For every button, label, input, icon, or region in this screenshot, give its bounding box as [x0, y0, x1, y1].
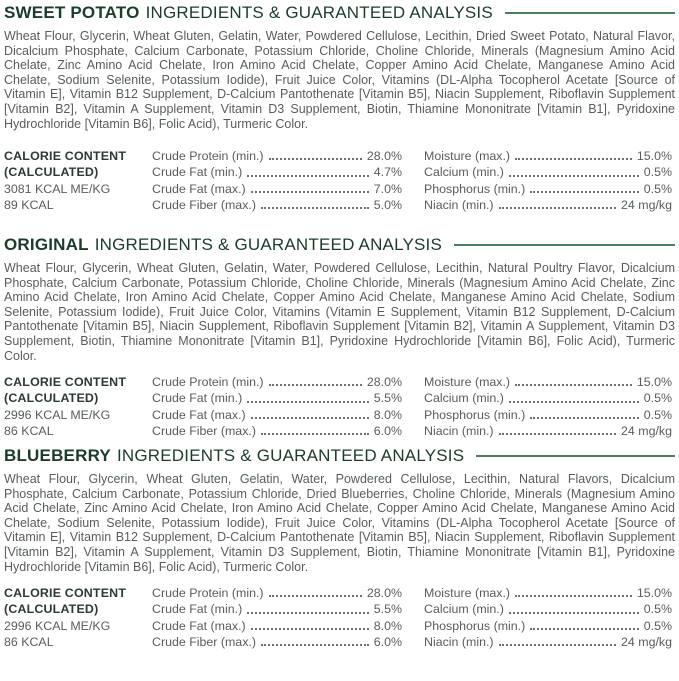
analysis-value: 0.5% [643, 618, 672, 633]
table-row [424, 407, 672, 423]
analysis-value: 4.7% [373, 165, 402, 180]
calorie-content-title: CALORIE CONTENT [4, 375, 127, 390]
analysis-label: Calcium (min.) [424, 602, 504, 617]
dotted-leader [264, 374, 367, 390]
analysis-value: 5.0% [373, 197, 402, 212]
analysis-value: 28.0% [366, 149, 402, 164]
table-row [152, 197, 402, 213]
header-rule [454, 244, 675, 246]
analysis-label: Crude Fat (max.) [152, 181, 246, 196]
calorie-me-kg: 2996 KCAL ME/KG [4, 407, 111, 422]
ingredients-paragraph: Wheat Flour, Glycerin, Wheat Gluten, Gelatin, Water, Powdered Cellulose, Lecithin, Natural Poultry Flavor, Dicalcium Phosphate, Calcium Carbonate, Potassium Chloride, Choline Chloride, Minerals (Magnesium Amino Acid Chelate, Zinc Amino Acid Chelate, Iron Amino Acid Chelate, Copper Amino Acid Chelate, Manganese Amino Acid Chelate, Sodium Selenite, Potassium Iodide), Fruit Juice Color, Vitamins (Vitamin E Supplement, Vitamin B12 Supplement, D-Calcium Pantothenate [Vitamin B5], Niacin Supplement, Riboflavin Supplement [Vitamin B2], Vitamin A Supplement, Vitamin D3 Supplement, Biotin, Thiamine Mononitrate [Vitamin B1], Pyridoxine Hydrochloride [Vitamin B6], Folic Acid), Turmeric Color. [4, 260, 675, 363]
dotted-leader [525, 181, 644, 197]
analysis-value: 5.5% [373, 391, 402, 406]
dotted-leader [494, 423, 621, 439]
analysis-label: Crude Fat (max.) [152, 618, 246, 633]
calorie-content-title: CALORIE CONTENT [4, 149, 127, 164]
dotted-leader [246, 407, 374, 423]
analysis-label: Crude Fat (min.) [152, 391, 243, 406]
analysis-value: 8.0% [373, 407, 402, 422]
calorie-content-subtitle: (CALCULATED) [4, 165, 99, 180]
table-row [152, 148, 402, 164]
calorie-content-block [4, 148, 148, 213]
analysis-value: 28.0% [366, 375, 402, 390]
analysis-label: Niacin (min.) [424, 634, 494, 649]
table-row [152, 585, 402, 601]
analysis-label: Crude Fiber (max.) [152, 423, 256, 438]
dotted-leader [264, 148, 367, 164]
dotted-leader [510, 148, 637, 164]
analysis-label: Crude Fiber (max.) [152, 634, 256, 649]
dotted-leader [264, 585, 367, 601]
section-header [4, 3, 675, 22]
dotted-leader [510, 374, 637, 390]
flavor-title: SWEET POTATO [4, 3, 140, 22]
dotted-leader [504, 390, 644, 406]
section-original [4, 235, 675, 439]
ingredients-paragraph: Wheat Flour, Glycerin, Wheat Gluten, Gelatin, Water, Powdered Cellulose, Lecithin, Dried Sweet Potato, Natural Flavor, Dicalcium Phosphate, Calcium Carbonate, Potassium Chloride, Choline Chloride, Minerals (Magnesium Amino Acid Chelate, Zinc Amino Acid Chelate, Iron Amino Acid Chelate, Copper Amino Acid Chelate, Manganese Amino Acid Chelate, Sodium Selenite, Potassium Iodide), Fruit Juice Color, Vitamins (DL-Alpha Tocopherol Acetate [Source of Vitamin E], Vitamin B12 Supplement, D-Calcium Pantothenate [Vitamin B5], Niacin Supplement, Riboflavin Supplement [Vitamin B2], Vitamin A Supplement, Vitamin D3 Supplement, Biotin, Thiamine Mononitrate [Vitamin B1], Pyridoxine Hydrochloride [Vitamin B6], Folic Acid), Turmeric Color. [4, 29, 675, 131]
dotted-leader [242, 390, 374, 406]
analysis-label: Crude Fiber (max.) [152, 197, 256, 212]
table-row [424, 601, 672, 617]
analysis-value: 24 mg/kg [621, 423, 672, 438]
calorie-content-block [4, 585, 148, 650]
analysis-label: Niacin (min.) [424, 423, 494, 438]
calorie-content-block [4, 374, 148, 439]
section-header [4, 235, 675, 254]
table-row [424, 390, 672, 406]
guaranteed-analysis-table [4, 148, 675, 213]
table-row [424, 618, 672, 634]
calorie-content-subtitle: (CALCULATED) [4, 391, 99, 406]
analysis-label: Moisture (max.) [424, 375, 511, 390]
analysis-label: Moisture (max.) [424, 586, 511, 601]
dotted-leader [242, 164, 374, 180]
dotted-leader [510, 585, 637, 601]
section-title-rest: INGREDIENTS & GUARANTEED ANALYSIS [145, 3, 493, 22]
analysis-label: Phosphorus (min.) [424, 618, 526, 633]
table-row [152, 601, 402, 617]
dotted-leader [242, 601, 374, 617]
dotted-leader [256, 423, 374, 439]
analysis-value: 24 mg/kg [621, 634, 672, 649]
section-blueberry [4, 446, 675, 650]
analysis-column-left [152, 148, 402, 213]
section-sweet-potato [4, 3, 675, 213]
analysis-column-right [424, 148, 672, 213]
table-row [152, 423, 402, 439]
analysis-column-right [424, 374, 672, 439]
calorie-me-kg: 2996 KCAL ME/KG [4, 618, 111, 633]
dotted-leader [504, 601, 644, 617]
dotted-leader [246, 618, 374, 634]
table-row [152, 634, 402, 650]
analysis-label: Crude Fat (max.) [152, 407, 246, 422]
analysis-label: Crude Protein (min.) [152, 375, 264, 390]
dotted-leader [525, 618, 644, 634]
table-row [424, 634, 672, 650]
table-row [424, 181, 672, 197]
analysis-label: Crude Protein (min.) [152, 149, 264, 164]
analysis-value: 15.0% [636, 149, 672, 164]
calorie-content-subtitle: (CALCULATED) [4, 602, 99, 617]
analysis-value: 5.5% [373, 602, 402, 617]
calorie-per-treat: 86 KCAL [4, 634, 54, 649]
analysis-value: 8.0% [373, 618, 402, 633]
section-title-rest: INGREDIENTS & GUARANTEED ANALYSIS [116, 445, 465, 465]
analysis-value: 0.5% [643, 602, 672, 617]
analysis-value: 6.0% [373, 634, 402, 649]
calorie-me-kg: 3081 KCAL ME/KG [4, 181, 111, 196]
dotted-leader [494, 634, 621, 650]
analysis-label: Crude Fat (min.) [152, 602, 243, 617]
ingredients-paragraph: Wheat Flour, Glycerin, Wheat Gluten, Gelatin, Water, Powdered Cellulose, Lecithin, Natural Flavors, Dicalcium Phosphate, Calcium Carbonate, Potassium Chloride, Dried Blueberries, Choline Chloride, Minerals (Magnesium Amino Acid Chelate, Zinc Amino Acid Chelate, Iron Amino Acid Chelate, Copper Amino Acid Chelate, Manganese Amino Acid Chelate, Sodium Selenite, Potassium Iodide), Fruit Juice Color, Vitamins (DL-Alpha Tocopherol Acetate [Source of Vitamin E], Vitamin B12 Supplement, D-Calcium Pantothenate [Vitamin B5], Niacin Supplement, Riboflavin Supplement [Vitamin B2], Vitamin A Supplement, Vitamin D3 Supplement, Biotin, Thiamine Mononitrate [Vitamin B1], Pyridoxine Hydrochloride [Vitamin B6], Folic Acid), Turmeric Color. [4, 471, 675, 574]
analysis-value: 0.5% [643, 407, 672, 422]
section-title-rest: INGREDIENTS & GUARANTEED ANALYSIS [94, 234, 443, 254]
table-row [152, 390, 402, 406]
analysis-label: Crude Protein (min.) [152, 586, 264, 601]
analysis-column-left [152, 374, 402, 439]
table-row [424, 423, 672, 439]
flavor-title: ORIGINAL [4, 234, 89, 254]
guaranteed-analysis-table [4, 374, 675, 439]
dotted-leader [256, 634, 374, 650]
analysis-value: 15.0% [636, 375, 672, 390]
flavor-title: BLUEBERRY [4, 445, 111, 465]
analysis-value: 0.5% [643, 181, 672, 196]
analysis-column-right [424, 585, 672, 650]
header-rule [505, 12, 675, 14]
dotted-leader [504, 164, 644, 180]
analysis-label: Calcium (min.) [424, 391, 504, 406]
analysis-label: Phosphorus (min.) [424, 181, 526, 196]
analysis-value: 0.5% [643, 391, 672, 406]
table-row [424, 585, 672, 601]
analysis-value: 6.0% [373, 423, 402, 438]
analysis-value: 28.0% [366, 586, 402, 601]
analysis-value: 0.5% [643, 165, 672, 180]
table-row [424, 374, 672, 390]
calorie-content-title: CALORIE CONTENT [4, 586, 127, 601]
analysis-label: Calcium (min.) [424, 165, 504, 180]
guaranteed-analysis-table [4, 585, 675, 650]
analysis-label: Phosphorus (min.) [424, 407, 526, 422]
section-header [4, 446, 675, 465]
table-row [152, 374, 402, 390]
table-row [152, 407, 402, 423]
analysis-value: 15.0% [636, 586, 672, 601]
dotted-leader [246, 181, 374, 197]
table-row [152, 618, 402, 634]
analysis-label: Moisture (max.) [424, 149, 511, 164]
dotted-leader [525, 407, 644, 423]
analysis-label: Niacin (min.) [424, 197, 494, 212]
calorie-per-treat: 86 KCAL [4, 423, 54, 438]
calorie-per-treat: 89 KCAL [4, 197, 54, 212]
analysis-column-left [152, 585, 402, 650]
dotted-leader [494, 197, 621, 213]
header-rule [476, 455, 675, 457]
table-row [152, 181, 402, 197]
analysis-value: 7.0% [373, 181, 402, 196]
analysis-value: 24 mg/kg [621, 197, 672, 212]
table-row [152, 164, 402, 180]
table-row [424, 164, 672, 180]
table-row [424, 148, 672, 164]
analysis-label: Crude Fat (min.) [152, 165, 243, 180]
dotted-leader [256, 197, 374, 213]
table-row [424, 197, 672, 213]
